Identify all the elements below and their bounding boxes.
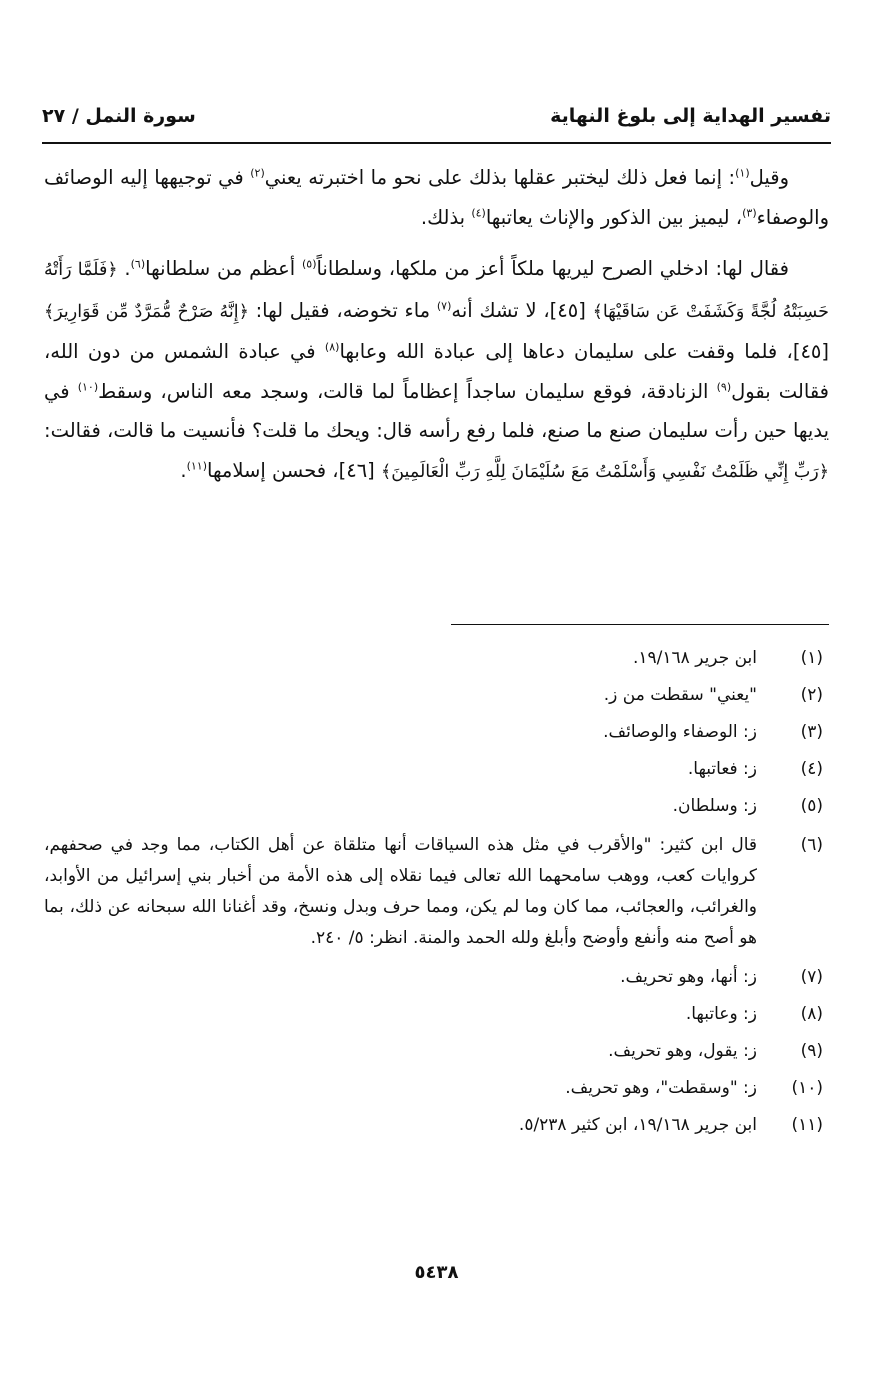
footnote-item bbox=[44, 1075, 829, 1102]
running-header bbox=[42, 96, 831, 136]
verse-ref-2: [٤٥] bbox=[792, 340, 829, 363]
footnote-ref-9: (٩) bbox=[716, 380, 732, 393]
footnote-item bbox=[44, 964, 829, 991]
book-title: تفسير الهداية إلى بلوغ النهاية bbox=[550, 105, 831, 127]
footnote-item bbox=[44, 682, 829, 709]
footnote-item bbox=[44, 756, 829, 783]
footnote-text: ز: فعاتبها. bbox=[687, 759, 757, 779]
page-number: ٥٤٣٨ bbox=[414, 1262, 459, 1283]
footnote-text: ز: الوصفاء والوصائف. bbox=[603, 722, 757, 742]
verse-ref-3: [٤٦] bbox=[338, 458, 375, 482]
footnote-ref-4: (٤) bbox=[471, 206, 486, 219]
footnote-number: (٨) bbox=[800, 1004, 823, 1024]
footnote-ref-11: (١١) bbox=[186, 459, 207, 472]
footnote-item bbox=[44, 1001, 829, 1028]
footnote-number: (١١) bbox=[791, 1115, 823, 1135]
footnote-ref-5: (٥) bbox=[301, 257, 317, 271]
footnote-number: (٥) bbox=[800, 796, 823, 816]
paragraph-1: وقيل$^{(١)}$: إنما فعل ذلك ليختبر عقلها بذلك على نحو ما اختبرته يعني$^{(٢)}$ في توجيهها إليه الوصائف والوصفاء$^{(٣)}$، ليميز بين الذكور والإناث يعاتبها$^{(٤)}$ بذلك. bbox=[44, 166, 829, 229]
footnote-ref-6: (٦) bbox=[130, 257, 146, 271]
quran-verse-1: ﴿فَلَمَّا رَأَتْهُ حَسِبَتْهُ لُجَّةً وَكَشَفَتْ عَن سَاقَيْهَا﴾ bbox=[44, 260, 829, 322]
footnote-item bbox=[44, 1112, 829, 1139]
footnote-rule bbox=[451, 624, 829, 625]
footnote-ref-1: (١) bbox=[735, 166, 750, 180]
footnote-text: ز: وعاتبها. bbox=[685, 1004, 757, 1024]
footnote-number: (١٠) bbox=[791, 1078, 823, 1098]
main-text bbox=[44, 158, 829, 504]
footnote-number: (٤) bbox=[800, 759, 823, 779]
footnote-ref-10: (١٠) bbox=[77, 380, 99, 393]
footnotes-list bbox=[44, 645, 829, 1149]
footnote-text: ز: وسلطان. bbox=[672, 796, 757, 816]
footnote-item bbox=[44, 830, 829, 954]
footnote-item bbox=[44, 645, 829, 672]
footnote-ref-2: (٢) bbox=[250, 166, 265, 180]
quran-verse-2: ﴿إِنَّهُ صَرْحٌ مُّمَرَّدٌ مِّن قَوَارِيرَ﴾ bbox=[44, 301, 249, 322]
verse-ref-1: [٤٥] bbox=[549, 298, 586, 322]
footnote-text: ابن جرير ١٩/١٦٨، ابن كثير ٥/٢٣٨. bbox=[518, 1115, 757, 1135]
header-rule bbox=[42, 142, 831, 144]
footnote-text: ابن جرير ١٩/١٦٨. bbox=[633, 648, 757, 668]
footnote-ref-8: (٨) bbox=[324, 340, 340, 354]
footnote-number: (١) bbox=[800, 648, 823, 668]
footnote-number: (٢) bbox=[800, 685, 823, 705]
footnote-item bbox=[44, 719, 829, 746]
footnote-text: ز: "وسقطت"، وهو تحريف. bbox=[565, 1078, 757, 1098]
footnote-item bbox=[44, 793, 829, 820]
footnote-number: (٧) bbox=[800, 967, 823, 987]
footnote-ref-3: (٣) bbox=[742, 206, 757, 219]
footnote-item bbox=[44, 1038, 829, 1065]
footnote-number: (٣) bbox=[800, 722, 823, 742]
footnote-text: ز: يقول، وهو تحريف. bbox=[608, 1041, 757, 1061]
quran-verse-3: ﴿رَبِّ إِنِّي ظَلَمْتُ نَفْسِي وَأَسْلَمْتُ مَعَ سُلَيْمَانَ لِلَّهِ رَبِّ الْعَالَمِينَ﴾ bbox=[380, 461, 829, 482]
footnote-ref-7: (٧) bbox=[436, 299, 452, 312]
surah-title: سورة النمل / ٢٧ bbox=[42, 105, 196, 127]
footnote-number: (٦) bbox=[800, 835, 823, 855]
paragraph-2: فقال لها: ادخلي الصرح ليريها ملكاً أعز من ملكها، وسلطاناً$^{(٥)}$ أعظم من سلطانها$^{(٦)}$. ﴿فَلَمَّا رَأَتْهُ حَسِبَتْهُ لُجَّةً وَكَشَفَتْ عَن سَاقَيْهَا﴾ [٤٥]، لا تشك أنه$^{(٧)}$ ماء تخوضه، فقيل لها: ﴿إِنَّهُ صَرْحٌ مُّمَرَّدٌ مِّن قَوَارِيرَ﴾ [٤٥]، فلما وقفت على سليمان دعاها إلى عبادة الله وعابها$^{(٨)}$ في عبادة الشمس من دون الله، فقالت بقول$^{(٩)}$ الزنادقة، فوقع سليمان ساجداً إعظاماً لما قالت، وسجد معه الناس، وسقط$^{(١٠)}$ في يديها حين رأت سليمان صنع ما صنع، فلما رفع رأسه قال: ويحك ما قلت؟ فأنسيت ما قالت، فقالت: ﴿رَبِّ إِنِّي ظَلَمْتُ نَفْسِي وَأَسْلَمْتُ مَعَ سُلَيْمَانَ لِلَّهِ رَبِّ الْعَالَمِينَ﴾ [٤٦]، فحسن إسلامها$^{(١١)}$. bbox=[44, 257, 830, 482]
footnote-text: ز: أنها، وهو تحريف. bbox=[620, 967, 757, 987]
footnote-text: "يعني" سقطت من ز. bbox=[603, 685, 757, 705]
footnote-text: قال ابن كثير: "والأقرب في مثل هذه السياقات أنها متلقاة عن أهل الكتاب، مما وجد في صحفهم، كروايات كعب، ووهب سامحهما الله تعالى فيما نقلاه إلى هذه الأمة من أخبار بني إسرائيل من الأوابد، والغرائب، والعجائب، مما كان وما لم يكن، ومما حرف وبدل ونسخ، وقد أغنانا الله سبحانه عن ذلك، بما هو أصح منه وأنفع وأوضح وأبلغ ولله الحمد والمنة. انظر: ٥/ ٢٤٠. bbox=[44, 835, 757, 948]
footnote-number: (٩) bbox=[800, 1041, 823, 1061]
